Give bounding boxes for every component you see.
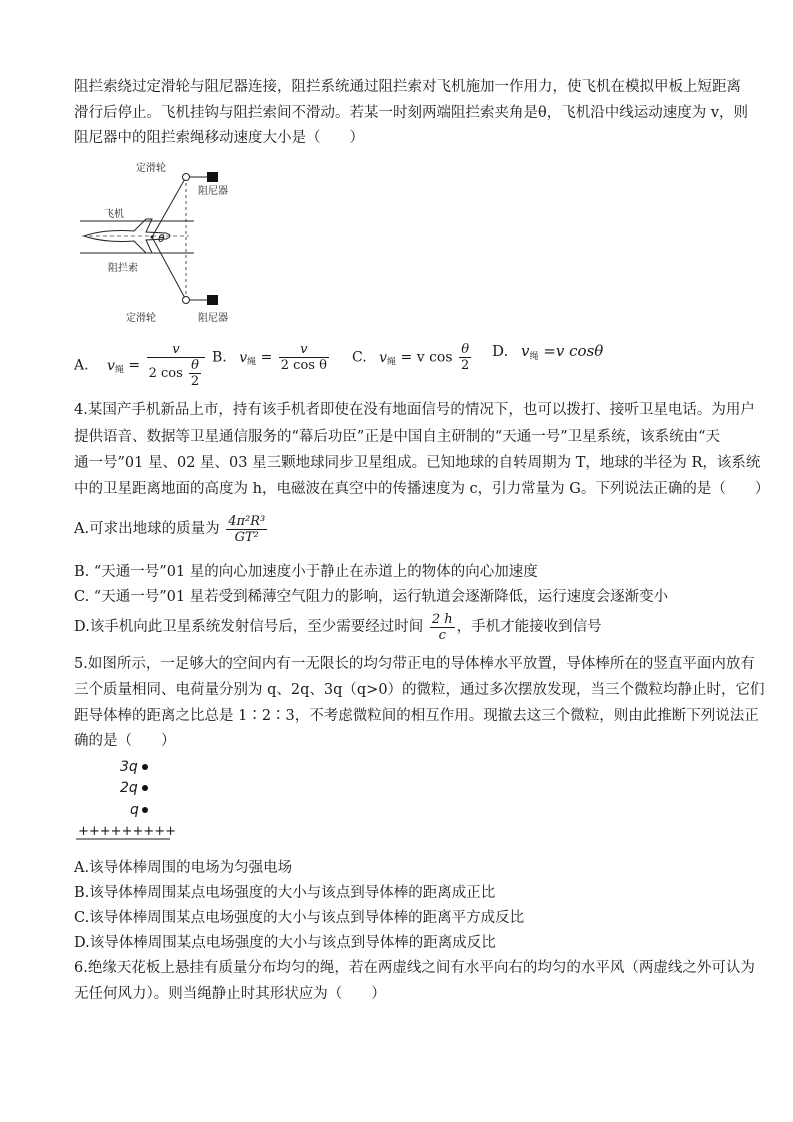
q4-option-d[interactable]: D.该手机向此卫星系统发射信号后，至少需要经过时间 $\frac{2 h}{c}$ ，手机才能接收到信号 <box>74 611 602 643</box>
pulley-bottom-icon <box>183 297 190 304</box>
q3-option-a[interactable]: A. $v_绳$ = v 2 cos $\frac{\theta}{2}$ <box>74 342 207 389</box>
label-theta: θ <box>158 232 165 245</box>
q6-stem-line-2: 无任何风力）。则当绳静止时其形状应为（ ） <box>74 986 386 1002</box>
label-pulley-top: 定滑轮 <box>136 163 166 174</box>
q5-stem-line-1: 5.如图所示，一足够大的空间内有一无限长的均匀带正电的导体棒水平放置，导体棒所在的竖直平面内放有 <box>74 656 755 672</box>
q5-stem-line-3: 距导体棒的距离之比总是 1∶2∶3，不考虑微粒间的相互作用。现撤去这三个微粒，则由此推断下列说法正 <box>74 708 759 724</box>
label-plane: 飞机 <box>104 209 124 220</box>
q3-option-b[interactable]: B. $v_绳$ = $\frac{v}{\text{2 cos θ}}$ <box>212 342 327 373</box>
charged-rod-figure <box>74 755 184 845</box>
label-damper-bottom: 阻尼器 <box>198 313 228 324</box>
label-damper-top: 阻尼器 <box>198 186 228 197</box>
q3-option-c[interactable]: C. $v_绳 = v$ cos $\frac{\theta}{2}$ <box>352 342 470 373</box>
q4-stem-line-4: 中的卫星距离地面的高度为 h，电磁波在真空中的传播速度为 c，引力常量为 G。下列说法正确的是（ ） <box>74 481 770 497</box>
q4-option-a[interactable]: A.可求出地球的质量为 $\frac{\text{4π²R³}}{\text{GT²}}$ <box>74 513 266 545</box>
q3-option-d[interactable]: D. $v_绳 =v$ cosθ <box>492 342 604 362</box>
label-2q: 2q <box>120 780 138 796</box>
pulley-top-icon <box>183 174 190 181</box>
q3-stem-line-1: 阻拦索绕过定滑轮与阻尼器连接，阻拦系统通过阻拦索对飞机施加一作用力，使飞机在模拟甲板上短距离 <box>74 79 741 95</box>
q5-stem-line-2: 三个质量相同、电荷量分别为 q、2q、3q（q>0）的微粒，通过多次摆放发现，当三个微粒均静止时，它们 <box>74 682 765 698</box>
q4-stem-line-1: 4.某国产手机新品上市，持有该手机者即使在没有地面信号的情况下，也可以拨打、接听卫星电话。为用户 <box>74 402 755 418</box>
q4-option-b[interactable]: B. “天通一号”01 星的向心加速度小于静止在赤道上的物体的向心加速度 <box>74 564 538 580</box>
q3-stem-line-2: 滑行后停止。飞机挂钩与阻拦索间不滑动。若某一时刻两端阻拦索夹角是θ，飞机沿中线运动速度为 v，则 <box>74 105 749 121</box>
arresting-cable-figure <box>74 155 254 335</box>
q6-stem-line-1: 6.绝缘天花板上悬挂有质量分布均匀的绳，若在两虚线之间有水平向右的均匀的水平风（两虚线之外可认为 <box>74 960 755 976</box>
q3-stem-line-3: 阻尼器中的阻拦索绳移动速度大小是（ ） <box>74 130 364 146</box>
particle-2q-icon <box>142 785 148 791</box>
label-3q: 3q <box>120 759 138 775</box>
q5-option-d[interactable]: D.该导体棒周围某点电场强度的大小与该点到导体棒的距离成反比 <box>74 935 496 951</box>
q5-option-b[interactable]: B.该导体棒周围某点电场强度的大小与该点到导体棒的距离成正比 <box>74 885 496 901</box>
q4-stem-line-3: 通一号”01 星、02 星、03 星三颗地球同步卫星组成。已知地球的自转周期为 T，地球的半径为 R，该系统 <box>74 455 761 471</box>
particle-q-icon <box>142 807 148 813</box>
label-cable: 阻拦索 <box>108 263 138 274</box>
particle-3q-icon <box>142 764 148 770</box>
rod-charges: +++++++++ <box>78 824 177 839</box>
q4-stem-line-2: 提供语音、数据等卫星通信服务的“幕后功臣”正是中国自主研制的“天通一号”卫星系统，该系统由“天 <box>74 429 721 445</box>
q5-option-c[interactable]: C.该导体棒周围某点电场强度的大小与该点到导体棒的距离平方成反比 <box>74 910 525 926</box>
q5-stem-line-4: 确的是（ ） <box>74 733 176 749</box>
damper-top-icon <box>207 172 218 182</box>
damper-bottom-icon <box>207 295 218 305</box>
label-q: q <box>130 802 139 818</box>
label-pulley-bottom: 定滑轮 <box>126 313 156 324</box>
q4-option-c[interactable]: C. “天通一号”01 星若受到稀薄空气阻力的影响，运行轨道会逐渐降低，运行速度会逐渐变小 <box>74 589 669 605</box>
q5-option-a[interactable]: A.该导体棒周围的电场为匀强电场 <box>74 860 293 876</box>
